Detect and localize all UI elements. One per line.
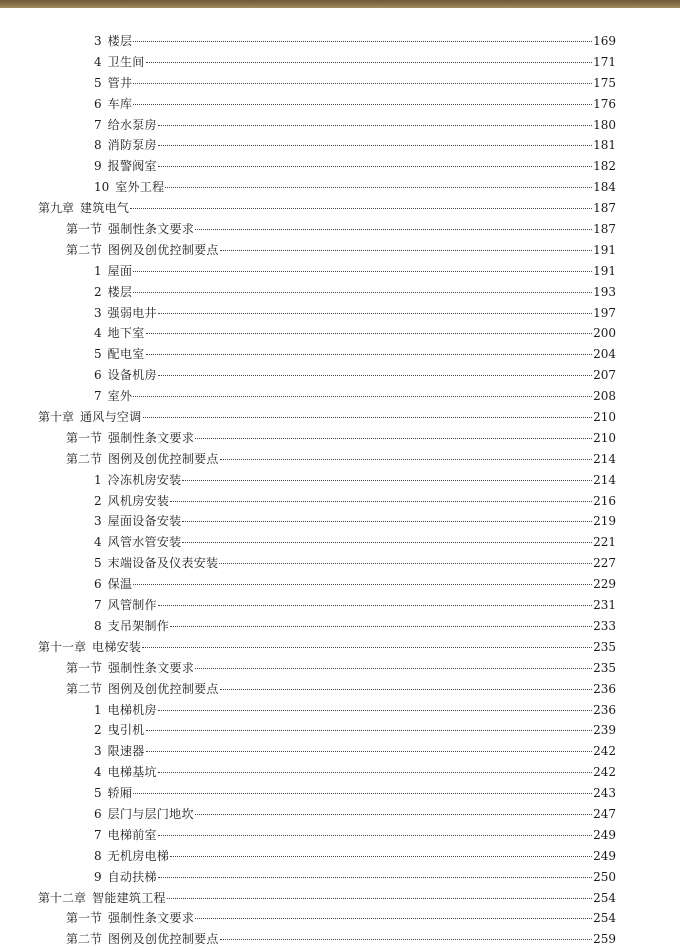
toc-section-entry[interactable] — [0, 428, 680, 449]
table-of-contents — [0, 31, 680, 950]
toc-item-entry[interactable] — [0, 282, 680, 303]
toc-entry-title: 电梯前室 — [107, 827, 157, 842]
toc-entry-title: 给水泵房 — [107, 117, 157, 132]
dot-leader — [167, 898, 592, 899]
dot-leader — [158, 710, 592, 711]
toc-entry-number: 2 — [94, 493, 102, 508]
toc-chapter-entry[interactable] — [0, 888, 680, 909]
dot-leader — [165, 187, 592, 188]
toc-entry-title: 限速器 — [107, 744, 145, 759]
toc-entry-number: 7 — [94, 389, 102, 404]
toc-item-entry[interactable] — [0, 511, 680, 532]
toc-chapter-entry[interactable] — [0, 637, 680, 658]
toc-page-number: 176 — [593, 96, 616, 111]
toc-entry-number: 6 — [94, 96, 102, 111]
toc-entry-title: 地下室 — [107, 326, 145, 341]
toc-item-entry[interactable] — [0, 553, 680, 574]
toc-page-number: 254 — [593, 911, 616, 926]
toc-item-entry[interactable] — [0, 700, 680, 721]
toc-section-entry[interactable] — [0, 658, 680, 679]
toc-entry-title: 屋面设备安装 — [107, 514, 182, 529]
toc-page-number: 242 — [593, 744, 616, 759]
dot-leader — [146, 730, 593, 731]
toc-entry-number: 4 — [94, 765, 102, 780]
toc-item-entry[interactable] — [0, 303, 680, 324]
toc-chapter-entry[interactable] — [0, 407, 680, 428]
toc-item-entry[interactable] — [0, 825, 680, 846]
toc-entry-title: 智能建筑工程 — [92, 890, 166, 905]
toc-entry-number: 5 — [94, 786, 102, 801]
toc-chapter-entry[interactable] — [0, 198, 680, 219]
toc-entry-title: 自动扶梯 — [107, 869, 157, 884]
toc-entry-number: 4 — [94, 535, 102, 550]
toc-entry-title: 轿厢 — [107, 786, 133, 801]
toc-page-number: 235 — [593, 660, 616, 675]
toc-entry-number: 5 — [94, 347, 102, 362]
toc-entry-number: 第十二章 — [38, 890, 87, 905]
toc-item-entry[interactable] — [0, 846, 680, 867]
dot-leader — [220, 689, 592, 690]
toc-item-entry[interactable] — [0, 595, 680, 616]
toc-entry-number: 3 — [94, 34, 102, 48]
dot-leader — [133, 584, 592, 585]
toc-entry-number: 第十一章 — [38, 639, 87, 654]
toc-entry-number: 2 — [94, 723, 102, 738]
toc-entry-number: 第二节 — [66, 681, 103, 696]
toc-entry-number: 3 — [94, 514, 102, 529]
toc-entry-title: 无机房电梯 — [107, 848, 170, 863]
toc-page-number: 182 — [593, 159, 616, 174]
toc-item-entry[interactable] — [0, 574, 680, 595]
toc-page-number: 169 — [593, 34, 616, 48]
dot-leader — [195, 229, 592, 230]
toc-entry-title: 强制性条文要求 — [108, 430, 195, 445]
toc-entry-number: 9 — [94, 869, 102, 884]
toc-entry-number: 第二节 — [66, 451, 103, 466]
toc-entry-title: 曳引机 — [107, 723, 145, 738]
toc-page-number: 181 — [593, 138, 616, 153]
toc-page-number: 216 — [593, 493, 616, 508]
toc-page-number: 197 — [593, 305, 616, 320]
toc-page-number: 219 — [593, 514, 616, 529]
toc-entry-title: 层门与层门地坎 — [107, 806, 194, 821]
dot-leader — [170, 626, 592, 627]
dot-leader — [146, 354, 593, 355]
dot-leader — [158, 313, 592, 314]
toc-section-entry[interactable] — [0, 929, 680, 950]
toc-entry-number: 4 — [94, 326, 102, 341]
toc-page-number: 204 — [593, 347, 616, 362]
dot-leader — [158, 375, 592, 376]
toc-entry-title: 电梯机房 — [107, 702, 157, 717]
toc-item-entry[interactable] — [0, 741, 680, 762]
dot-leader — [158, 877, 592, 878]
toc-item-entry[interactable] — [0, 386, 680, 407]
toc-item-entry[interactable] — [0, 616, 680, 637]
toc-section-entry[interactable] — [0, 449, 680, 470]
toc-entry-title: 楼层 — [107, 34, 133, 48]
dot-leader — [133, 41, 592, 42]
dot-leader — [182, 521, 592, 522]
toc-entry-number: 1 — [94, 472, 102, 487]
toc-page-number: 191 — [593, 242, 616, 257]
toc-page-number: 200 — [593, 326, 616, 341]
toc-entry-number: 第九章 — [38, 201, 75, 216]
toc-entry-title: 通风与空调 — [80, 410, 142, 425]
toc-entry-title: 强弱电井 — [107, 305, 157, 320]
dot-leader — [195, 814, 592, 815]
toc-entry-number: 第二节 — [66, 242, 103, 257]
toc-item-entry[interactable] — [0, 762, 680, 783]
dot-leader — [133, 793, 592, 794]
dot-leader — [158, 605, 592, 606]
dot-leader — [130, 208, 592, 209]
dot-leader — [158, 772, 592, 773]
dot-leader — [133, 104, 592, 105]
toc-entry-number: 5 — [94, 75, 102, 90]
toc-entry-title: 风机房安装 — [107, 493, 170, 508]
toc-entry-number: 6 — [94, 368, 102, 383]
toc-page-number: 239 — [593, 723, 616, 738]
toc-page-number: 229 — [593, 577, 616, 592]
toc-entry-title: 末端设备及仪表安装 — [107, 556, 219, 571]
toc-page-number: 243 — [593, 786, 616, 801]
toc-page-number: 254 — [593, 890, 616, 905]
toc-entry-number: 3 — [94, 305, 102, 320]
dot-leader — [133, 271, 592, 272]
toc-page-number: 210 — [593, 410, 616, 425]
toc-entry-number: 1 — [94, 702, 102, 717]
toc-page-number: 233 — [593, 618, 616, 633]
toc-entry-title: 室外 — [107, 389, 133, 404]
toc-page-number: 184 — [593, 180, 616, 195]
toc-entry-number: 3 — [94, 744, 102, 759]
toc-entry-number: 5 — [94, 556, 102, 571]
toc-entry-title: 配电室 — [107, 347, 145, 362]
toc-page-number: 235 — [593, 639, 616, 654]
toc-entry-number: 第一节 — [66, 911, 103, 926]
dot-leader — [195, 918, 592, 919]
dot-leader — [158, 835, 592, 836]
toc-page-number: 214 — [593, 472, 616, 487]
toc-entry-number: 8 — [94, 138, 102, 153]
toc-item-entry[interactable] — [0, 156, 680, 177]
toc-page-number: 236 — [593, 681, 616, 696]
dot-leader — [146, 62, 593, 63]
header-bar — [0, 0, 680, 8]
toc-page-number: 221 — [593, 535, 616, 550]
toc-entry-number: 8 — [94, 618, 102, 633]
dot-leader — [220, 459, 592, 460]
toc-item-entry[interactable] — [0, 804, 680, 825]
toc-item-entry[interactable] — [0, 135, 680, 156]
toc-entry-title: 风管水管安装 — [107, 535, 182, 550]
toc-entry-title: 屋面 — [107, 263, 133, 278]
dot-leader — [146, 751, 593, 752]
dot-leader — [133, 83, 592, 84]
toc-page-number: 249 — [593, 848, 616, 863]
toc-page-number: 207 — [593, 368, 616, 383]
toc-page-number: 171 — [593, 54, 616, 69]
toc-entry-title: 冷冻机房安装 — [107, 472, 182, 487]
dot-leader — [182, 480, 592, 481]
toc-item-entry[interactable] — [0, 73, 680, 94]
toc-page-number: 187 — [593, 222, 616, 237]
toc-item-entry[interactable] — [0, 94, 680, 115]
toc-section-entry[interactable] — [0, 908, 680, 929]
toc-entry-number: 6 — [94, 577, 102, 592]
toc-section-entry[interactable] — [0, 679, 680, 700]
toc-item-entry[interactable] — [0, 783, 680, 804]
toc-page-number: 259 — [593, 932, 616, 947]
toc-item-entry[interactable] — [0, 491, 680, 512]
toc-entry-number: 7 — [94, 827, 102, 842]
toc-entry-title: 图例及创优控制要点 — [108, 451, 219, 466]
toc-page-number: 193 — [593, 284, 616, 299]
toc-entry-title: 管井 — [107, 75, 133, 90]
toc-section-entry[interactable] — [0, 219, 680, 240]
toc-entry-number: 第一节 — [66, 430, 103, 445]
toc-entry-number: 第十章 — [38, 410, 75, 425]
dot-leader — [220, 939, 592, 940]
toc-page-number: 210 — [593, 430, 616, 445]
dot-leader — [195, 438, 592, 439]
toc-item-entry[interactable] — [0, 720, 680, 741]
toc-entry-number: 第二节 — [66, 932, 103, 947]
toc-item-entry[interactable] — [0, 177, 680, 198]
toc-entry-title: 图例及创优控制要点 — [108, 932, 219, 947]
toc-item-entry[interactable] — [0, 867, 680, 888]
toc-item-entry[interactable] — [0, 365, 680, 386]
toc-entry-title: 保温 — [107, 577, 133, 592]
toc-entry-title: 楼层 — [107, 284, 133, 299]
toc-entry-title: 设备机房 — [107, 368, 157, 383]
toc-entry-number: 2 — [94, 284, 102, 299]
toc-item-entry[interactable] — [0, 261, 680, 282]
toc-entry-title: 图例及创优控制要点 — [108, 242, 219, 257]
toc-page-number: 242 — [593, 765, 616, 780]
dot-leader — [142, 647, 592, 648]
toc-entry-title: 建筑电气 — [80, 201, 130, 216]
dot-leader — [182, 542, 592, 543]
toc-entry-title: 电梯基坑 — [107, 765, 157, 780]
dot-leader — [133, 396, 592, 397]
toc-entry-title: 卫生间 — [107, 54, 145, 69]
toc-entry-title: 强制性条文要求 — [108, 911, 195, 926]
toc-entry-number: 7 — [94, 117, 102, 132]
toc-entry-number: 6 — [94, 806, 102, 821]
toc-page-number: 214 — [593, 451, 616, 466]
toc-page-number: 247 — [593, 806, 616, 821]
toc-entry-number: 1 — [94, 263, 102, 278]
dot-leader — [158, 125, 592, 126]
toc-entry-title: 强制性条文要求 — [108, 222, 195, 237]
dot-leader — [170, 856, 592, 857]
dot-leader — [158, 166, 592, 167]
toc-entry-title: 室外工程 — [115, 180, 165, 195]
toc-item-entry[interactable] — [0, 470, 680, 491]
toc-entry-title: 支吊架制作 — [107, 618, 170, 633]
toc-page-number: 208 — [593, 389, 616, 404]
dot-leader — [170, 501, 592, 502]
toc-item-entry[interactable] — [0, 532, 680, 553]
toc-page-number: 175 — [593, 75, 616, 90]
dot-leader — [143, 417, 593, 418]
toc-entry-number: 第一节 — [66, 660, 103, 675]
toc-entry-title: 车库 — [107, 96, 133, 111]
toc-item-entry[interactable] — [0, 31, 680, 52]
toc-page-number: 180 — [593, 117, 616, 132]
toc-page-number: 231 — [593, 598, 616, 613]
toc-entry-number: 9 — [94, 159, 102, 174]
toc-page-number: 249 — [593, 827, 616, 842]
toc-entry-title: 电梯安装 — [92, 639, 142, 654]
toc-item-entry[interactable] — [0, 52, 680, 73]
toc-entry-number: 4 — [94, 54, 102, 69]
toc-entry-title: 报警阀室 — [107, 159, 157, 174]
toc-entry-title: 强制性条文要求 — [108, 660, 195, 675]
dot-leader — [146, 333, 593, 334]
toc-entry-title: 风管制作 — [107, 598, 157, 613]
toc-entry-number: 7 — [94, 598, 102, 613]
toc-entry-title: 图例及创优控制要点 — [108, 681, 219, 696]
toc-entry-number: 8 — [94, 848, 102, 863]
toc-entry-title: 消防泵房 — [107, 138, 157, 153]
toc-page-number: 187 — [593, 201, 616, 216]
toc-page-number: 236 — [593, 702, 616, 717]
toc-page-number: 191 — [593, 263, 616, 278]
toc-entry-number: 第一节 — [66, 222, 103, 237]
toc-item-entry[interactable] — [0, 115, 680, 136]
toc-page-number: 250 — [593, 869, 616, 884]
toc-section-entry[interactable] — [0, 240, 680, 261]
dot-leader — [195, 668, 592, 669]
toc-entry-number: 10 — [94, 180, 110, 195]
toc-item-entry[interactable] — [0, 344, 680, 365]
dot-leader — [220, 250, 592, 251]
toc-page-number: 227 — [593, 556, 616, 571]
dot-leader — [133, 292, 592, 293]
dot-leader — [158, 145, 592, 146]
toc-item-entry[interactable] — [0, 323, 680, 344]
dot-leader — [219, 563, 592, 564]
